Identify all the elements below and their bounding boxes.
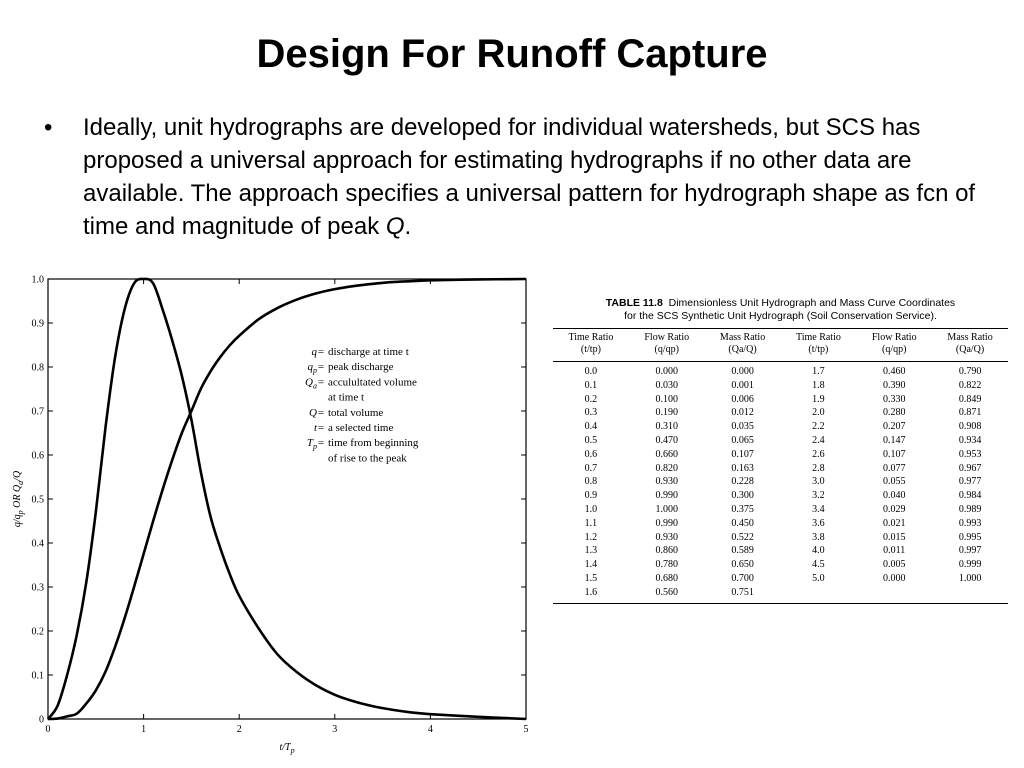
legend-symbol: q	[311, 346, 317, 358]
table-cell: 0.989	[958, 503, 982, 515]
table-cell: 0.040	[882, 490, 906, 502]
hydrograph-table	[553, 297, 1008, 604]
col-subheader: (q/qp)	[856, 344, 932, 362]
table-caption-line2: for the SCS Synthetic Unit Hydrograph (Soil Conservation Service).	[624, 310, 937, 322]
table-cell: 0.1	[584, 379, 598, 391]
x-tick-label: 3	[332, 724, 338, 735]
col-header: Time Ratio	[568, 332, 614, 343]
y-tick-label: 0.7	[31, 406, 44, 418]
table-cell: 0.006	[731, 393, 754, 405]
table-cell: 0.190	[655, 407, 678, 419]
legend-definition: of rise to the peak	[328, 452, 407, 465]
table-cell: 0.077	[882, 462, 906, 474]
table-cell: 0.990	[655, 490, 678, 502]
table-bottom-rule	[553, 603, 1008, 604]
table-cell: 2.8	[812, 462, 825, 474]
table-row	[553, 503, 1008, 517]
table-cell: 0.005	[882, 559, 906, 571]
col-header: Mass Ratio	[947, 332, 993, 343]
table-cell: 1.8	[812, 379, 825, 391]
table-cell: 0.107	[731, 448, 754, 460]
table-cell: 0.107	[882, 448, 906, 460]
bullet-body: Ideally, unit hydrographs are developed for individual watersheds, but SCS has proposed a universal approach for estimating hydrographs if no other data are available. The approach specifies a universal pattern for hydrograph shape as fcn of time and magnitude of peak	[83, 114, 976, 240]
table-cell: 4.5	[812, 559, 825, 571]
table-cell: 0.001	[731, 379, 754, 391]
table-cell: 0.5	[584, 434, 598, 446]
table-cell: 0.228	[731, 476, 754, 488]
table-cell: 0.3	[584, 407, 598, 419]
table-cell: 0.751	[731, 586, 754, 598]
table-cell: 1.7	[812, 366, 825, 377]
table-row	[553, 420, 1008, 434]
table-cell: 0.908	[958, 421, 982, 433]
table-cell: 2.6	[812, 448, 825, 460]
table-cell: 0.680	[655, 572, 678, 584]
col-header: Time Ratio	[795, 332, 841, 343]
chart-legend	[305, 346, 419, 464]
table-cell: 0.390	[882, 379, 906, 391]
table-row	[553, 362, 1008, 379]
table-cell: 0.015	[882, 531, 906, 543]
table-cell: 0.995	[958, 531, 982, 543]
table-cell: 0.790	[958, 366, 982, 377]
table-cell: 0.0	[584, 366, 598, 377]
table-row	[553, 544, 1008, 558]
table-cell: 0.300	[731, 490, 754, 502]
table-cell: 0.035	[731, 421, 754, 433]
table-cell	[932, 586, 1008, 600]
x-tick-label: 0	[45, 724, 51, 735]
table-cell: 0.030	[655, 379, 678, 391]
table-cell: 1.2	[584, 531, 598, 543]
legend-definition: peak discharge	[328, 361, 394, 374]
y-tick-label: 0.2	[31, 626, 44, 638]
y-tick-label: 0.9	[31, 318, 44, 330]
table-cell: 0.650	[731, 559, 754, 571]
legend-definition: discharge at time t	[328, 346, 409, 358]
col-subheader: (t/tp)	[553, 344, 629, 362]
table-row	[553, 558, 1008, 572]
legend-definition: at time t	[328, 391, 365, 404]
table-cell: 1.9	[812, 393, 825, 405]
table-cell: 3.4	[812, 503, 825, 515]
bullet-emphasis: Q	[385, 213, 405, 240]
x-tick-label: 1	[141, 724, 147, 735]
table-caption	[553, 297, 1008, 323]
table-row	[553, 393, 1008, 407]
table-cell: 0.163	[731, 462, 754, 474]
bullet-dot-icon: •	[44, 114, 53, 141]
plot-frame	[48, 279, 526, 719]
legend-definition: a selected time	[328, 422, 394, 434]
table-row	[553, 489, 1008, 503]
table-cell: 0.990	[655, 517, 678, 529]
col-header: Flow Ratio	[644, 332, 690, 343]
table-cell: 0.100	[655, 393, 678, 405]
table-cell: 0.820	[655, 462, 678, 474]
table-cell: 3.2	[812, 490, 825, 502]
legend-equals: =	[317, 422, 325, 434]
table-cell: 0.375	[731, 503, 754, 515]
col-header: Mass Ratio	[719, 332, 766, 343]
legend-definition: acculultated volume	[328, 376, 417, 389]
x-tick-label: 4	[427, 724, 433, 735]
table-cell: 0.460	[882, 366, 906, 377]
table-cell: 0.822	[958, 379, 982, 391]
table-cell: 0.029	[882, 503, 906, 515]
table-cell: 4.0	[812, 545, 825, 557]
table-cell	[856, 586, 932, 600]
table-cell: 1.3	[584, 545, 598, 557]
y-tick-label: 0.1	[31, 670, 44, 682]
col-subheader: (t/tp)	[780, 344, 856, 362]
table-cell: 0.310	[655, 421, 678, 433]
y-tick-label: 0	[39, 714, 44, 726]
col-subheader: (Qa/Q)	[932, 344, 1008, 362]
table-cell: 0.967	[958, 462, 982, 474]
flow-ratio-curve	[48, 279, 526, 719]
mass-ratio-curve	[48, 279, 526, 719]
table-cell: 0.589	[731, 545, 754, 557]
table-cell: 1.6	[584, 586, 598, 598]
legend-symbol: $T_p$	[306, 437, 317, 452]
table-cell: 0.012	[731, 407, 754, 419]
table-cell: 0.930	[655, 531, 678, 543]
y-tick-label: 0.8	[31, 362, 44, 374]
table-cell: 0.000	[882, 572, 906, 584]
col-subheader: (q/qp)	[629, 344, 705, 362]
table-cell: 0.997	[958, 545, 982, 557]
table-cell: 1.000	[655, 503, 678, 515]
table-cell: 0.207	[882, 421, 906, 433]
table-cell: 0.984	[958, 490, 982, 502]
table-header-row	[553, 329, 1008, 344]
table-cell: 1.000	[958, 572, 982, 584]
table-cell: 0.953	[958, 448, 982, 460]
table-row	[553, 531, 1008, 545]
table-subheader-row	[553, 344, 1008, 362]
table-cell: 2.4	[812, 434, 825, 446]
table-caption-line1: Dimensionless Unit Hydrograph and Mass Curve Coordinates	[668, 297, 956, 309]
col-subheader: (Qa/Q)	[705, 344, 781, 362]
legend-equals: =	[317, 437, 325, 450]
table-cell: 1.4	[584, 559, 598, 571]
table-cell: 0.977	[958, 476, 982, 488]
table-row	[553, 572, 1008, 586]
table-row	[553, 475, 1008, 489]
y-tick-label: 0.6	[31, 450, 44, 462]
table-cell: 3.0	[812, 476, 825, 488]
table-cell: 1.5	[584, 572, 598, 584]
table-cell: 0.700	[731, 572, 754, 584]
table-cell: 0.280	[882, 407, 906, 419]
y-tick-label: 1.0	[31, 274, 44, 286]
table-cell: 2.0	[812, 407, 825, 419]
table-cell: 0.7	[584, 462, 598, 474]
table-cell: 0.065	[731, 434, 754, 446]
legend-symbol: Q	[309, 406, 317, 419]
slide-title: Design For Runoff Capture	[256, 32, 768, 76]
table-cell: 0.4	[584, 421, 598, 433]
table-cell: 0.055	[882, 476, 906, 488]
legend-symbol: $q_p$	[307, 361, 317, 376]
table-row	[553, 586, 1008, 600]
table-cell: 0.999	[958, 559, 982, 571]
table-cell: 0.849	[958, 393, 982, 405]
table-cell: 0.021	[882, 517, 906, 529]
table-cell: 0.993	[958, 517, 982, 529]
table-cell: 2.2	[812, 421, 825, 433]
legend-equals: =	[317, 406, 325, 419]
table-row	[553, 434, 1008, 448]
chart-curves	[48, 279, 526, 719]
table-row	[553, 448, 1008, 462]
table-cell: 1.0	[584, 503, 598, 515]
table-cell: 0.000	[731, 366, 754, 377]
table-row	[553, 517, 1008, 531]
col-header: Flow Ratio	[871, 332, 917, 343]
bullet-text	[83, 111, 984, 243]
legend-symbol: t	[313, 422, 317, 434]
table-cell: 0.6	[584, 448, 598, 460]
table-cell: 0.9	[584, 490, 598, 502]
table-cell: 0.000	[655, 366, 678, 377]
table-cell: 0.2	[584, 393, 598, 405]
table-cell: 0.860	[655, 545, 678, 557]
table-cell: 0.560	[655, 586, 678, 598]
table-cell: 0.930	[655, 476, 678, 488]
table-cell: 0.450	[731, 517, 754, 529]
table-label: TABLE 11.8	[605, 297, 663, 309]
legend-equals: =	[317, 361, 325, 374]
table-body	[553, 362, 1008, 600]
table-cell: 1.1	[584, 517, 598, 529]
x-tick-label: 2	[236, 724, 242, 735]
table-cell: 3.8	[812, 531, 825, 543]
y-tick-label: 0.5	[31, 494, 44, 506]
legend-symbol: $Q_a$	[305, 376, 317, 391]
legend-equals: =	[317, 376, 325, 389]
table-cell	[780, 586, 856, 600]
table-cell: 0.522	[731, 531, 754, 543]
legend-equals: =	[317, 346, 325, 358]
y-axis-label: $q/q_p$ OR $Q_a/Q$	[12, 470, 25, 528]
table-cell: 0.8	[584, 476, 598, 488]
hydrograph-chart	[0, 260, 545, 760]
table-cell: 0.011	[883, 545, 906, 557]
table-cell: 0.330	[882, 393, 906, 405]
y-axis-ticks	[32, 275, 527, 726]
table-cell: 5.0	[812, 572, 825, 584]
table-cell: 0.871	[958, 407, 982, 419]
table-cell: 0.780	[655, 559, 678, 571]
table-cell: 0.470	[655, 434, 678, 446]
y-tick-label: 0.4	[31, 538, 44, 550]
table-cell: 0.934	[958, 434, 982, 446]
legend-definition: time from beginning	[328, 437, 419, 450]
table-cell: 0.660	[655, 448, 678, 460]
table-cell: 3.6	[812, 517, 825, 529]
y-tick-label: 0.3	[31, 582, 44, 594]
table-row	[553, 406, 1008, 420]
table-cell: 0.147	[882, 434, 906, 446]
x-tick-label: 5	[523, 724, 529, 735]
legend-definition: total volume	[328, 406, 384, 419]
table-row	[553, 462, 1008, 476]
bullet-point	[44, 111, 984, 243]
x-axis-label: $t/T_p$	[279, 742, 295, 755]
data-table	[553, 329, 1008, 600]
bullet-end: .	[404, 213, 412, 240]
table-row	[553, 379, 1008, 393]
